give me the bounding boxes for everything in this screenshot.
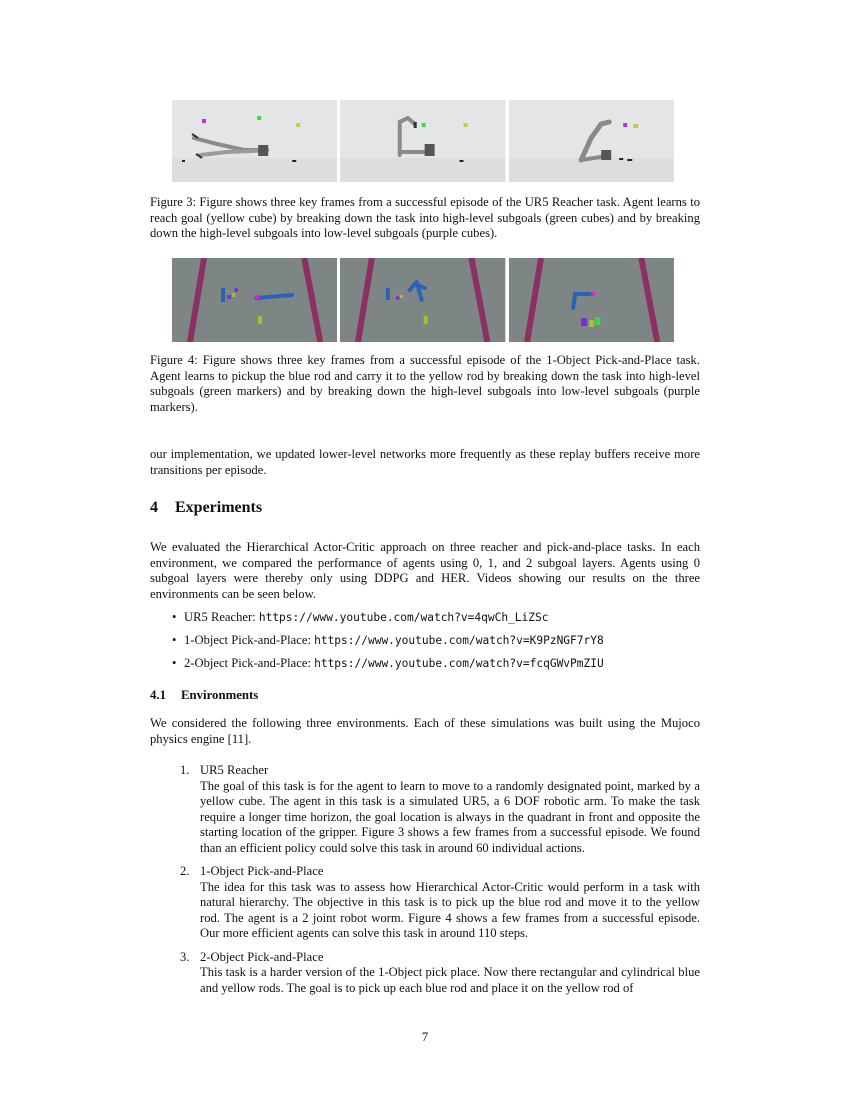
bullet-icon: • bbox=[172, 656, 177, 670]
intro-paragraph: our implementation, we updated lower-level networks more frequently as these replay buffers receive more transitions per episode. bbox=[150, 447, 700, 477]
section-4-1-paragraph: We considered the following three environments. Each of these simulations was built using the Mujoco physics engine [11]. bbox=[150, 716, 700, 746]
figure-3-frame-3 bbox=[509, 100, 674, 182]
section-4-1-heading bbox=[150, 688, 258, 703]
figure-4-frames bbox=[172, 258, 674, 342]
video-link-list bbox=[172, 610, 702, 679]
item-title: 2-Object Pick-and-Place bbox=[200, 949, 324, 964]
figure-3-frames bbox=[172, 100, 674, 182]
video-link-1-object[interactable]: https://www.youtube.com/watch?v=K9PzNGF7rY8 bbox=[314, 634, 604, 647]
section-4-1-number: 4.1 bbox=[150, 688, 166, 702]
item-number: 3. bbox=[180, 949, 190, 964]
section-4-title: Experiments bbox=[175, 499, 263, 516]
item-number: 2. bbox=[180, 864, 190, 878]
figure-3-frame-2 bbox=[340, 100, 505, 182]
figure-3-caption: Figure 3: Figure shows three key frames from a successful episode of the UR5 Reacher task. Agent learns to reach goal (yellow cube) by breaking down the task into high-level subgoals (green cubes) and by breaking down the high-level subgoals into low-level subgoals (purple cubes). bbox=[150, 195, 700, 240]
list-item bbox=[180, 950, 700, 997]
figure-3-frame-1 bbox=[172, 100, 337, 182]
section-4-1-title: Environments bbox=[181, 688, 259, 702]
list-item bbox=[172, 633, 702, 656]
bullet-icon: • bbox=[172, 610, 177, 624]
figure-4-frame-2 bbox=[340, 258, 505, 342]
list-item bbox=[172, 656, 702, 679]
item-body: The idea for this task was to assess how Hierarchical Actor-Critic would perform in a task with natural hierarchy. The objective in this task is to pick up the blue rod and move it to the yellow rod. The agent is a 2 joint robot worm. Figure 4 shows a few frames from a successful episode. Our more efficient agents can solve this task in around 110 steps. bbox=[200, 879, 700, 940]
item-body: The goal of this task is for the agent to learn to move to a randomly designated point, marked by a yellow cube. The agent in this task is a simulated UR5, a 6 DOF robotic arm. To make the task require a longer time horizon, the goal location is always in the quadrant in front and opposite the starting location of the gripper. Figure 3 shows a few frames from a successful episode. We found than an efficient policy could solve this task in around 60 individual actions. bbox=[200, 778, 700, 855]
section-4-heading bbox=[150, 499, 262, 517]
bullet-label: 2-Object Pick-and-Place: bbox=[184, 656, 315, 670]
list-item bbox=[180, 763, 700, 856]
section-4-paragraph: We evaluated the Hierarchical Actor-Critic approach on three reacher and pick-and-place tasks. In each environment, we compared the performance of agents using 0, 1, and 2 subgoal layers. Agents using 0 subgoal layers were thereby only using DDPG and HER. Videos showing our results on the three environments can be seen below. bbox=[150, 540, 700, 601]
item-number: 1. bbox=[180, 763, 190, 777]
list-item bbox=[180, 864, 700, 942]
list-item bbox=[172, 610, 702, 633]
page-number: 7 bbox=[421, 1030, 429, 1044]
figure-4-caption: Figure 4: Figure shows three key frames from a successful episode of the 1-Object Pick-and-Place task. Agent learns to pickup the blue rod and carry it to the yellow rod by breaking down the task into high-level subgoals (green markers) and by breaking down the high-level subgoals into low-level subgoals (purple markers). bbox=[150, 353, 700, 414]
item-title: 1-Object Pick-and-Place bbox=[200, 864, 324, 878]
bullet-label: UR5 Reacher: bbox=[184, 610, 259, 624]
item-body: This task is a harder version of the 1-Object pick place. Now there rectangular and cylindrical blue and yellow rods. The goal is to pick up each blue rod and place it on the yellow rod of bbox=[200, 965, 700, 995]
bullet-label: 1-Object Pick-and-Place: bbox=[184, 633, 315, 647]
video-link-2-object[interactable]: https://www.youtube.com/watch?v=fcqGWvPmZIU bbox=[314, 657, 604, 670]
bullet-icon: • bbox=[172, 633, 177, 647]
video-link-ur5[interactable]: https://www.youtube.com/watch?v=4qwCh_LiZSc bbox=[258, 611, 549, 624]
section-4-number: 4 bbox=[150, 499, 158, 516]
figure-4-frame-1 bbox=[172, 258, 337, 342]
item-title: UR5 Reacher bbox=[200, 763, 269, 777]
environment-list bbox=[180, 763, 700, 996]
figure-4-frame-3 bbox=[509, 258, 674, 342]
